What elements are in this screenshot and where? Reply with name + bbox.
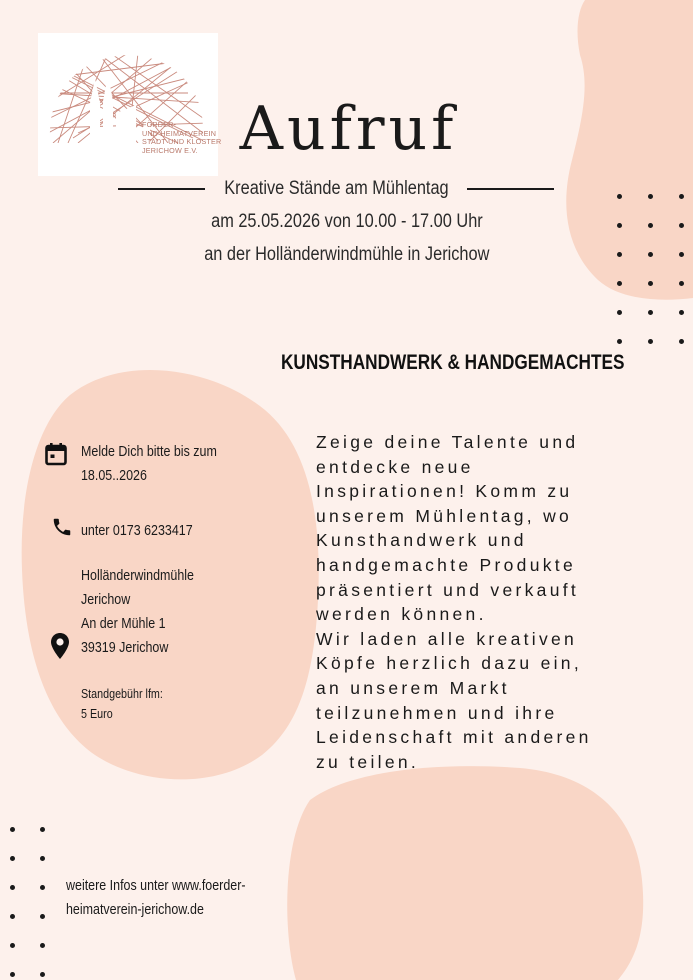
registration-deadline xyxy=(81,440,239,488)
description-line: handgemachte Produkte xyxy=(316,554,576,575)
dot xyxy=(40,914,45,919)
dot xyxy=(648,194,653,199)
section-heading xyxy=(281,351,641,375)
section-heading-text: KUNSTHANDWERK & HANDGEMACHTES xyxy=(281,351,625,374)
description-line: Köpfe herzlich dazu ein, xyxy=(316,653,582,674)
dot xyxy=(648,281,653,286)
fee-value: 5 Euro xyxy=(81,707,113,721)
event-place xyxy=(0,244,693,266)
event-subtitle: Kreative Stände am Mühlentag xyxy=(223,178,449,199)
description-text xyxy=(316,430,646,774)
deadline-date: 18.05..2026 xyxy=(81,468,147,484)
fee-label: Standgebühr lfm: xyxy=(81,687,163,701)
location-pin-icon xyxy=(50,632,70,660)
dot xyxy=(617,252,622,257)
dot xyxy=(40,885,45,890)
dot xyxy=(679,252,684,257)
phone-text: unter 0173 6233417 xyxy=(81,523,193,539)
divider-left xyxy=(118,188,205,190)
dot xyxy=(40,827,45,832)
address-line: An der Mühle 1 xyxy=(81,616,166,632)
dot xyxy=(617,223,622,228)
phone-icon xyxy=(51,515,73,539)
event-date xyxy=(0,211,693,233)
divider-right xyxy=(467,188,554,190)
footer-info xyxy=(66,874,275,922)
dot xyxy=(40,972,45,977)
footer-line: weitere Infos unter www.foerder- xyxy=(66,878,246,894)
address-line: Holländerwindmühle xyxy=(81,568,194,584)
logo-line: UND HEIMATVEREIN xyxy=(142,128,217,138)
description-line: zu teilen. xyxy=(316,751,420,772)
dot xyxy=(679,281,684,286)
deadline-line: Melde Dich bitte bis zum xyxy=(81,444,217,460)
description-line: Leidenschaft mit anderen xyxy=(316,727,592,748)
subtitle-row xyxy=(118,176,554,202)
dot xyxy=(617,339,622,344)
address-line: Jerichow xyxy=(81,592,131,608)
dot xyxy=(10,827,15,832)
description-line: teilzunehmen und ihre xyxy=(316,702,558,723)
page-title: Aufruf xyxy=(239,94,458,164)
footer-website: heimatverein-jerichow.de xyxy=(66,902,204,918)
description-line: werden können. xyxy=(316,604,487,625)
dot xyxy=(679,310,684,315)
dot xyxy=(617,194,622,199)
dot xyxy=(10,943,15,948)
event-date-text: am 25.05.2026 von 10.00 - 17.00 Uhr xyxy=(210,211,483,232)
event-place-text: an der Holländerwindmühle in Jerichow xyxy=(203,244,490,265)
dot xyxy=(10,856,15,861)
description-line: Kunsthandwerk und xyxy=(316,530,527,551)
phone-number xyxy=(81,519,211,543)
dot xyxy=(10,885,15,890)
description-line: Inspirationen! Komm zu xyxy=(316,481,573,502)
dot xyxy=(648,223,653,228)
stand-fee xyxy=(81,684,176,724)
dot xyxy=(679,194,684,199)
description-line: entdecke neue xyxy=(316,456,474,477)
dot xyxy=(10,914,15,919)
logo-line: JERICHOW E.V. xyxy=(142,145,198,155)
calendar-icon xyxy=(45,442,67,466)
dot xyxy=(648,252,653,257)
dot xyxy=(617,281,622,286)
description-line: an unserem Markt xyxy=(316,677,510,698)
dot xyxy=(679,223,684,228)
dot xyxy=(648,310,653,315)
dot xyxy=(679,339,684,344)
dot xyxy=(648,339,653,344)
dot xyxy=(617,310,622,315)
dot xyxy=(40,943,45,948)
description-line: präsentiert und verkauft xyxy=(316,579,580,600)
venue-address xyxy=(81,564,212,660)
address-line: 39319 Jerichow xyxy=(81,640,169,656)
dot xyxy=(40,856,45,861)
description-line: Wir laden alle kreativen xyxy=(316,628,578,649)
logo-line: STADT UND KLOSTER xyxy=(142,137,222,147)
logo-line: FÖRDER- xyxy=(142,120,177,129)
description-line: Zeige deine Talente und xyxy=(316,432,579,452)
description-line: unserem Mühlentag, wo xyxy=(316,505,573,526)
dot xyxy=(10,972,15,977)
